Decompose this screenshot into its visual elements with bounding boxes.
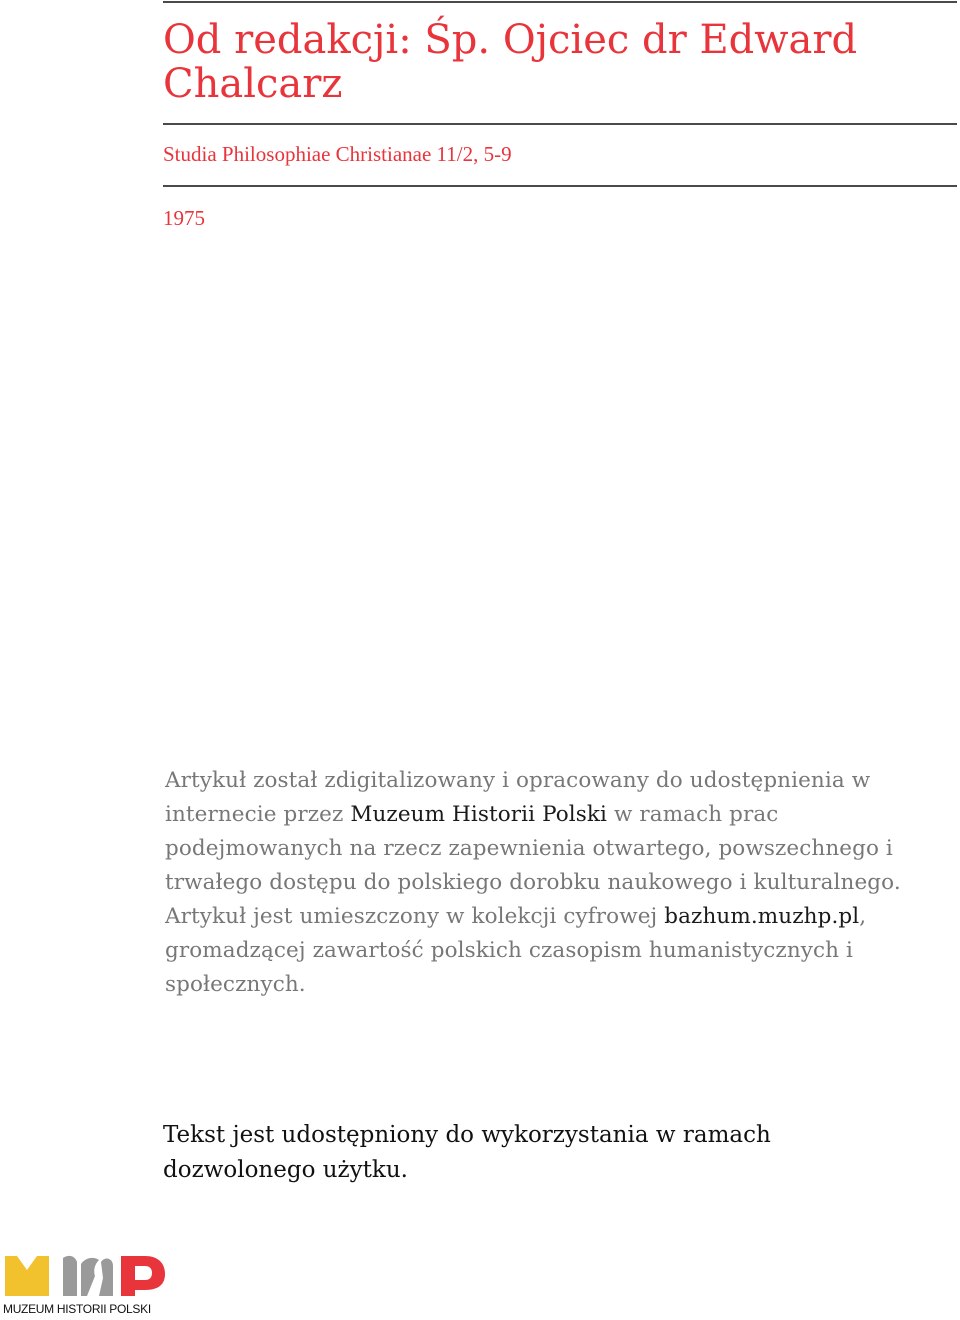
museum-name: Muzeum Historii Polski bbox=[350, 802, 608, 827]
license-notice: Tekst jest udostępniony do wykorzystania w ramach dozwolonego użytku. bbox=[163, 1122, 771, 1183]
notice-text: w ramach prac podejmowanych na rzecz zapewnienia otwartego, powszechnego i trwałego dostępu do polskiego dorobku naukowego i kulturalnego. Artykuł jest umieszczony w kolekcji cyfrowej bbox=[165, 802, 901, 929]
logo-h-mark bbox=[63, 1256, 113, 1296]
publication-year: 1975 bbox=[163, 206, 205, 230]
divider-rule bbox=[163, 185, 957, 187]
notice-text: , gromadzącej zawartość polskich czasopism humanistycznych i społecznych. bbox=[165, 904, 867, 997]
logo-text: MUZEUM HISTORII POLSKI bbox=[3, 1302, 151, 1316]
top-rule bbox=[163, 1, 957, 3]
article-title: Od redakcji: Śp. Ojciec dr Edward Chalcarz bbox=[163, 17, 858, 107]
collection-link[interactable]: bazhum.muzhp.pl bbox=[664, 904, 860, 929]
divider-rule bbox=[163, 123, 957, 125]
notice-text: Artykuł został zdigitalizowany i opracowany do udostępnienia w internecie przez bbox=[165, 768, 871, 827]
journal-citation: Studia Philosophiae Christianae 11/2, 5-9 bbox=[163, 142, 512, 166]
logo-m-mark bbox=[5, 1256, 49, 1296]
digitization-notice bbox=[165, 764, 925, 1002]
logo-p-mark bbox=[121, 1256, 165, 1296]
